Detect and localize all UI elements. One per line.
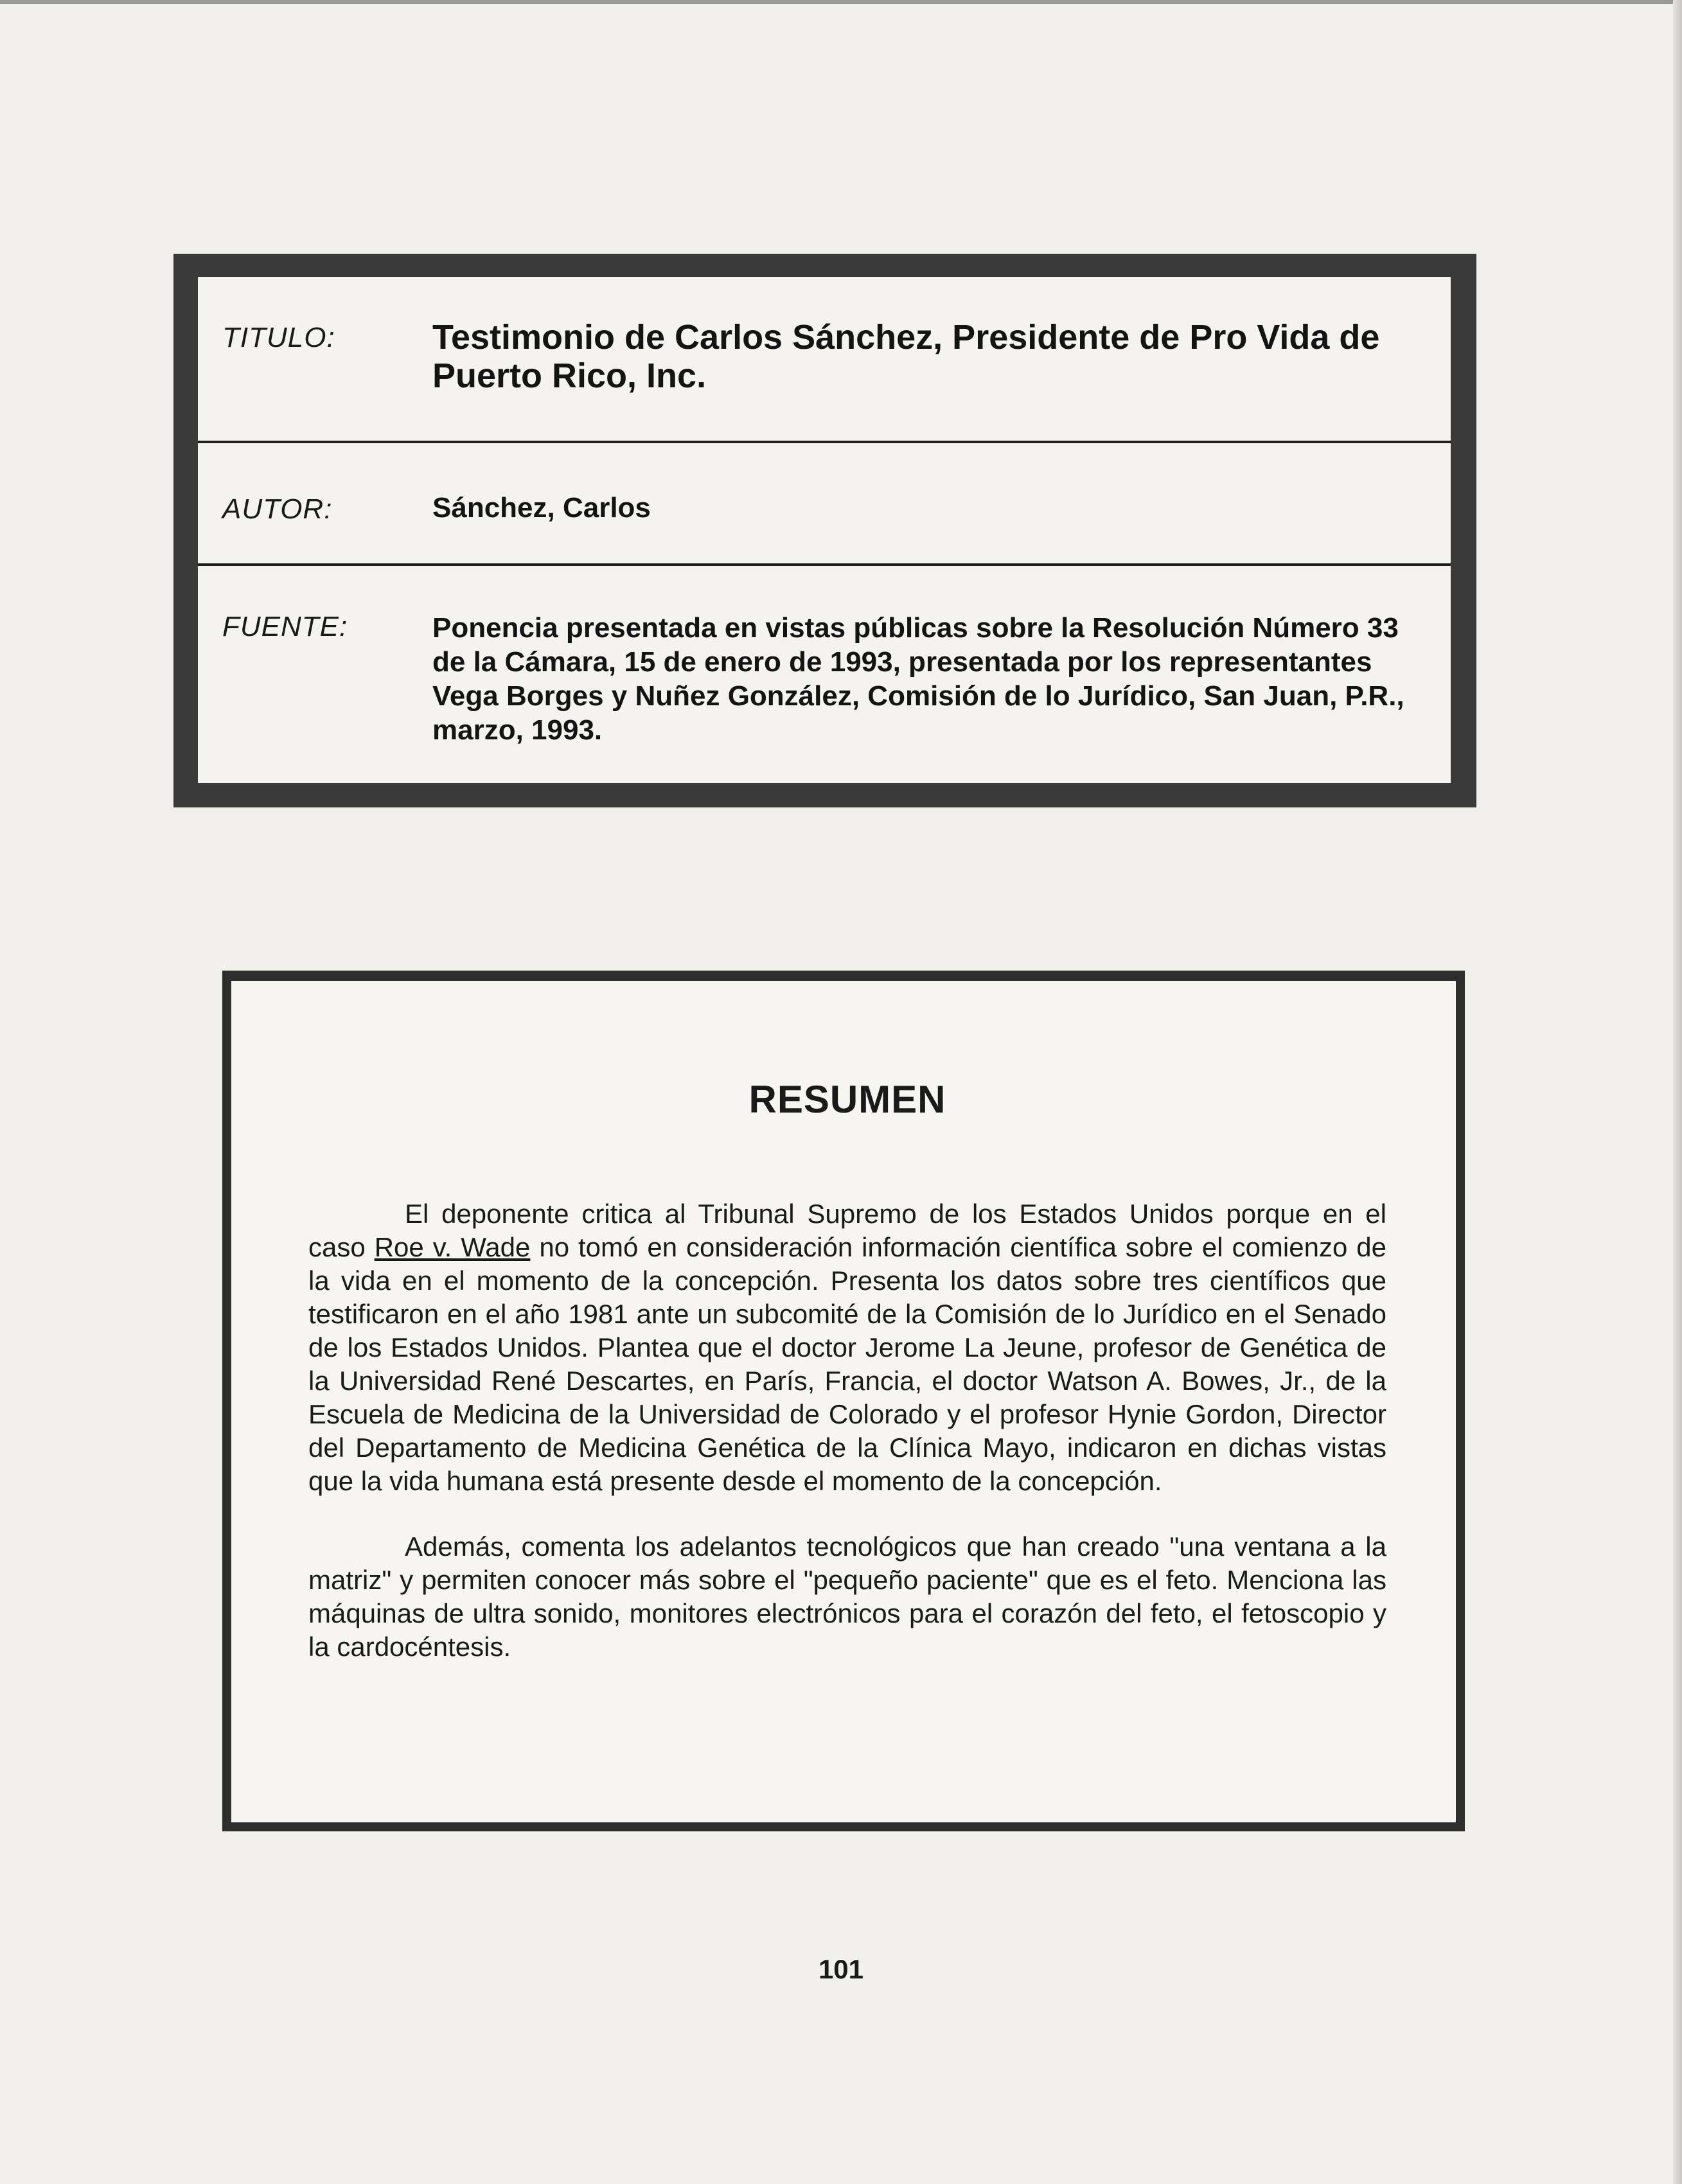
fuente-label: FUENTE: — [222, 611, 348, 642]
case-name-roe-v-wade: Roe v. Wade — [374, 1232, 531, 1262]
page-number: 101 — [818, 1954, 864, 1984]
titulo-value: Testimonio de Carlos Sánchez, Presidente de Pro Vida de Puerto Rico, Inc. — [432, 318, 1380, 395]
resumen-content — [231, 981, 1456, 1822]
record-metadata-table — [198, 277, 1451, 783]
resumen-paragraph-2: Además, comenta los adelantos tecnológicos que han creado "una ventana a la matriz" y permiten conocer más sobre el "pequeño paciente" que es el feto. Menciona las máquinas de ultra sonido, monitores electrónicos para el corazón del feto, el fetoscopio y la cardocéntesis. — [308, 1531, 1386, 1662]
autor-value: Sánchez, Carlos — [432, 492, 651, 524]
resumen-title: RESUMEN — [748, 1078, 946, 1121]
fuente-row — [198, 566, 1451, 783]
autor-row — [198, 443, 1451, 566]
resumen-box — [222, 971, 1465, 1831]
page-top-edge — [0, 0, 1682, 4]
autor-label: AUTOR: — [222, 493, 333, 525]
paragraph-1-text-after-case: no tomó en consideración información científica sobre el comienzo de la vida en el momento de la concepción. Presenta los datos sobre tres científicos que testificaron en el año 1981 ante un subcomité de la Comisión de lo Jurídico en el Senado de los Estados Unidos. Plantea que el doctor Jerome La Jeune, profesor de Genética de la Universidad René Descartes, en París, Francia, el doctor Watson A. Bowes, Jr., de la Escuela de Medicina de la Universidad de Colorado y el profesor Hynie Gordon, Director del Departamento de Medicina Genética de la Clínica Mayo, indicaron en dichas vistas que la vida humana está presente desde el momento de la concepción. — [308, 1232, 1386, 1496]
resumen-paragraph-1 — [308, 1197, 1386, 1498]
page-right-edge — [1673, 0, 1682, 2184]
paragraph-1-text-before-case: El deponente critica al Tribunal Supremo de los Estados Unidos porque en el caso — [308, 1199, 1386, 1262]
record-metadata-box — [173, 254, 1476, 807]
fuente-value: Ponencia presentada en vistas públicas sobre la Resolución Número 33 de la Cámara, 15 de enero de 1993, presentada por los representantes Vega Borges y Nuñez González, Comisión de lo Jurídico, San Juan, P.R., marzo, 1993. — [432, 612, 1404, 746]
titulo-label: TITULO: — [222, 322, 335, 353]
titulo-row — [198, 277, 1451, 443]
